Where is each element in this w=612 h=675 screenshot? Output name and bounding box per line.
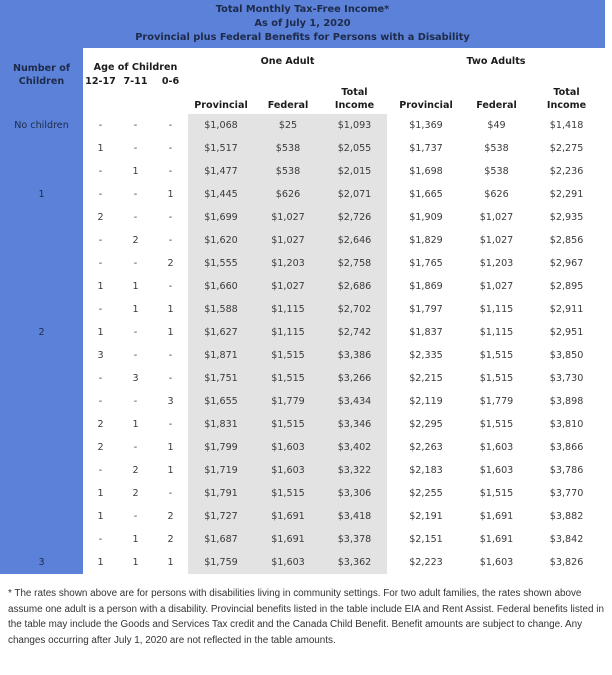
two-adults-provincial-cell: $2,119 (409, 396, 443, 407)
table-row (0, 229, 605, 252)
table-row (0, 413, 605, 436)
one-adult-provincial-cell: $1,588 (188, 298, 254, 321)
children-count-cell (0, 344, 83, 367)
one-adult-total-header (322, 75, 387, 114)
two-adults-total-cell: $2,967 (549, 258, 584, 269)
two-adults-provincial-cell: $2,183 (409, 465, 443, 476)
one-adult-total-cell: $1,093 (322, 114, 387, 137)
age-12-17-cell: 1 (97, 488, 104, 499)
one-adult-federal-cell: $538 (254, 160, 322, 183)
two-adults-provincial-cell: $1,829 (409, 235, 443, 246)
one-adult-federal-cell: $1,203 (254, 252, 322, 275)
age-0-6-cell: 1 (167, 189, 174, 200)
table-row (0, 551, 605, 574)
two-adults-federal-cell: $1,691 (479, 511, 514, 522)
two-adults-provincial-cell: $1,737 (409, 143, 443, 154)
children-count-cell: 3 (0, 551, 83, 574)
two-adults-provincial-cell: $1,765 (409, 258, 443, 269)
table-row (0, 482, 605, 505)
two-adults-total-cell: $3,898 (549, 396, 584, 407)
one-adult-provincial-cell: $1,871 (188, 344, 254, 367)
title-line-3: Provincial plus Federal Benefits for Persons with a Disability (135, 32, 470, 43)
table-row (0, 206, 605, 229)
age-12-17-cell: 1 (97, 557, 104, 568)
age-12-17-cell: - (98, 258, 103, 269)
two-adults-federal-cell: $1,027 (479, 212, 514, 223)
table-row (0, 505, 605, 528)
age-0-6-cell: - (168, 419, 173, 430)
two-adults-federal-cell: $626 (484, 189, 509, 200)
table-row (0, 160, 605, 183)
children-count-cell (0, 436, 83, 459)
age-12-17-cell: - (98, 166, 103, 177)
two-adults-total-cell: $3,850 (549, 350, 584, 361)
one-adult-provincial-cell: $1,719 (188, 459, 254, 482)
two-adults-total-cell: $2,911 (549, 304, 584, 315)
two-adults-federal-cell: $1,779 (479, 396, 514, 407)
total-label: Total (553, 87, 580, 98)
children-count-cell (0, 275, 83, 298)
two-adults-federal-cell: $1,691 (479, 534, 514, 545)
one-adult-total-cell: $3,346 (322, 413, 387, 436)
age-0-6-cell: - (168, 488, 173, 499)
age-0-6-cell: - (168, 120, 173, 131)
table-row (0, 252, 605, 275)
age-0-6-cell: 1 (167, 465, 174, 476)
one-adult-total-cell: $3,418 (322, 505, 387, 528)
two-adults-federal-cell: $1,603 (479, 442, 514, 453)
one-adult-federal-cell: $25 (254, 114, 322, 137)
children-count-cell (0, 390, 83, 413)
one-adult-federal-cell: $1,515 (254, 482, 322, 505)
age-7-11-cell: 2 (132, 465, 139, 476)
age-7-11-cell: - (133, 120, 138, 131)
age-12-17-cell: - (98, 534, 103, 545)
two-adults-provincial-header: Provincial (387, 75, 465, 114)
one-adult-header: One Adult (188, 48, 387, 75)
age-of-children-header: Age of Children (83, 48, 188, 75)
two-adults-provincial-cell: $1,797 (409, 304, 443, 315)
table-row (0, 114, 605, 137)
two-adults-federal-cell: $1,515 (479, 373, 514, 384)
age-0-6-header: 0-6 (153, 75, 188, 114)
one-adult-total-cell: $3,378 (322, 528, 387, 551)
age-7-11-cell: - (133, 327, 138, 338)
age-12-17-cell: - (98, 120, 103, 131)
two-adults-header: Two Adults (387, 48, 605, 75)
one-adult-provincial-cell: $1,068 (188, 114, 254, 137)
one-adult-total-cell: $3,402 (322, 436, 387, 459)
age-0-6-cell: 2 (167, 511, 174, 522)
one-adult-federal-cell: $1,603 (254, 551, 322, 574)
one-adult-provincial-cell: $1,477 (188, 160, 254, 183)
age-7-11-cell: - (133, 189, 138, 200)
children-count-cell (0, 413, 83, 436)
two-adults-provincial-cell: $2,191 (409, 511, 443, 522)
one-adult-provincial-cell: $1,627 (188, 321, 254, 344)
two-adults-provincial-cell: $1,698 (409, 166, 443, 177)
age-0-6-cell: 2 (167, 534, 174, 545)
age-7-11-cell: 1 (132, 557, 139, 568)
table-row (0, 275, 605, 298)
header-row-2 (0, 75, 605, 114)
two-adults-total-cell: $2,291 (549, 189, 584, 200)
one-adult-total-cell: $2,015 (322, 160, 387, 183)
two-adults-total-cell: $3,730 (549, 373, 584, 384)
age-7-11-header: 7-11 (118, 75, 153, 114)
two-adults-provincial-cell: $1,665 (409, 189, 443, 200)
age-7-11-cell: - (133, 396, 138, 407)
one-adult-total-cell: $3,434 (322, 390, 387, 413)
one-adult-federal-cell: $1,515 (254, 367, 322, 390)
two-adults-total-cell: $2,275 (549, 143, 584, 154)
one-adult-federal-header: Federal (254, 75, 322, 114)
one-adult-federal-cell: $1,691 (254, 528, 322, 551)
one-adult-federal-cell: $1,027 (254, 275, 322, 298)
age-0-6-cell: - (168, 281, 173, 292)
one-adult-total-cell: $2,742 (322, 321, 387, 344)
two-adults-total-cell: $2,895 (549, 281, 584, 292)
two-adults-federal-cell: $1,515 (479, 419, 514, 430)
two-adults-provincial-cell: $2,215 (409, 373, 443, 384)
age-7-11-cell: 1 (132, 281, 139, 292)
children-count-cell (0, 137, 83, 160)
age-12-17-cell: 2 (97, 212, 104, 223)
two-adults-total-cell: $3,826 (549, 557, 584, 568)
children-count-cell (0, 229, 83, 252)
one-adult-provincial-cell: $1,831 (188, 413, 254, 436)
two-adults-total-cell: $3,842 (549, 534, 584, 545)
table-row (0, 137, 605, 160)
one-adult-provincial-cell: $1,751 (188, 367, 254, 390)
income-label: Income (546, 100, 587, 111)
two-adults-federal-cell: $1,515 (479, 350, 514, 361)
one-adult-provincial-cell: $1,687 (188, 528, 254, 551)
two-adults-total-cell: $2,935 (549, 212, 584, 223)
table-title (0, 0, 605, 48)
age-12-17-cell: - (98, 396, 103, 407)
age-0-6-cell: - (168, 235, 173, 246)
age-12-17-cell: 1 (97, 511, 104, 522)
children-count-cell: 2 (0, 321, 83, 344)
one-adult-total-cell: $2,726 (322, 206, 387, 229)
children-count-cell: 1 (0, 183, 83, 206)
age-7-11-cell: 1 (132, 419, 139, 430)
age-12-17-cell: 2 (97, 419, 104, 430)
two-adults-federal-header: Federal (465, 75, 528, 114)
one-adult-federal-cell: $1,515 (254, 344, 322, 367)
table-row (0, 367, 605, 390)
age-0-6-cell: 3 (167, 396, 174, 407)
children-count-cell (0, 367, 83, 390)
age-0-6-cell: 2 (167, 258, 174, 269)
two-adults-total-cell: $3,770 (549, 488, 584, 499)
children-count-cell (0, 160, 83, 183)
age-7-11-cell: 3 (132, 373, 139, 384)
age-12-17-cell: 1 (97, 281, 104, 292)
age-0-6-cell: - (168, 350, 173, 361)
two-adults-federal-cell: $1,027 (479, 281, 514, 292)
two-adults-total-cell: $3,866 (549, 442, 584, 453)
number-of-children-header: Number of (0, 48, 83, 75)
age-0-6-cell: - (168, 166, 173, 177)
one-adult-federal-cell: $1,115 (254, 298, 322, 321)
age-7-11-cell: - (133, 212, 138, 223)
two-adults-provincial-cell: $1,869 (409, 281, 443, 292)
children-count-cell (0, 505, 83, 528)
one-adult-federal-cell: $1,603 (254, 459, 322, 482)
one-adult-total-cell: $3,386 (322, 344, 387, 367)
two-adults-federal-cell: $1,115 (479, 304, 514, 315)
two-adults-provincial-cell: $2,255 (409, 488, 443, 499)
two-adults-provincial-cell: $2,223 (409, 557, 443, 568)
one-adult-total-cell: $2,686 (322, 275, 387, 298)
one-adult-provincial-cell: $1,699 (188, 206, 254, 229)
two-adults-provincial-cell: $1,837 (409, 327, 443, 338)
two-adults-total-cell: $3,882 (549, 511, 584, 522)
one-adult-total-cell: $2,071 (322, 183, 387, 206)
two-adults-federal-cell: $1,027 (479, 235, 514, 246)
two-adults-provincial-cell: $1,909 (409, 212, 443, 223)
age-7-11-cell: 1 (132, 534, 139, 545)
two-adults-total-cell: $2,951 (549, 327, 584, 338)
two-adults-provincial-cell: $2,263 (409, 442, 443, 453)
children-count-cell (0, 252, 83, 275)
two-adults-total-cell: $1,418 (549, 120, 584, 131)
title-line-1: Total Monthly Tax-Free Income* (215, 4, 390, 15)
two-adults-federal-cell: $538 (484, 143, 509, 154)
one-adult-provincial-cell: $1,660 (188, 275, 254, 298)
table-row (0, 183, 605, 206)
number-of-children-header-2: Children (0, 75, 83, 114)
one-adult-provincial-cell: $1,727 (188, 505, 254, 528)
age-12-17-cell: - (98, 235, 103, 246)
age-7-11-cell: - (133, 143, 138, 154)
age-0-6-cell: 1 (167, 304, 174, 315)
children-count-cell (0, 459, 83, 482)
age-12-17-cell: - (98, 465, 103, 476)
children-count-cell (0, 298, 83, 321)
two-adults-total-cell: $3,786 (549, 465, 584, 476)
one-adult-total-cell: $3,266 (322, 367, 387, 390)
age-0-6-cell: - (168, 143, 173, 154)
age-0-6-cell: 1 (167, 442, 174, 453)
one-adult-total-cell: $2,702 (322, 298, 387, 321)
one-adult-federal-cell: $1,115 (254, 321, 322, 344)
table-row (0, 321, 605, 344)
age-0-6-cell: - (168, 212, 173, 223)
one-adult-provincial-cell: $1,517 (188, 137, 254, 160)
one-adult-total-cell: $2,646 (322, 229, 387, 252)
one-adult-provincial-cell: $1,445 (188, 183, 254, 206)
total-label: Total (341, 87, 368, 98)
two-adults-federal-cell: $538 (484, 166, 509, 177)
age-7-11-cell: 1 (132, 304, 139, 315)
age-12-17-cell: 1 (97, 327, 104, 338)
table-row (0, 528, 605, 551)
age-0-6-cell: 1 (167, 557, 174, 568)
title-row (0, 0, 605, 48)
two-adults-federal-cell: $1,115 (479, 327, 514, 338)
title-line-2: As of July 1, 2020 (254, 18, 351, 29)
two-adults-federal-cell: $1,203 (479, 258, 514, 269)
one-adult-provincial-cell: $1,655 (188, 390, 254, 413)
two-adults-federal-cell: $1,515 (479, 488, 514, 499)
age-7-11-cell: - (133, 511, 138, 522)
age-7-11-cell: 1 (132, 166, 139, 177)
two-adults-total-cell: $2,856 (549, 235, 584, 246)
age-12-17-cell: - (98, 373, 103, 384)
age-0-6-cell: 1 (167, 327, 174, 338)
two-adults-provincial-cell: $2,335 (409, 350, 443, 361)
table-row (0, 344, 605, 367)
one-adult-total-cell: $3,322 (322, 459, 387, 482)
one-adult-total-cell: $2,758 (322, 252, 387, 275)
footnote: * The rates shown above are for persons with disabilities living in community settings. For two adult families, the rates shown above assume one adult is a person with a disability. Provincial benefits listed in the table include EIA and Rent Assist. Federal benefits listed in the table may include the Goods and Services Tax credit and the Canada Child Benefit. Benefit amounts are subject to change. Any changes occurring after July 1, 2020 are not reflected in the table amounts. (8, 588, 604, 646)
one-adult-provincial-cell: $1,555 (188, 252, 254, 275)
two-adults-total-cell: $2,236 (549, 166, 584, 177)
two-adults-federal-cell: $1,603 (479, 465, 514, 476)
age-12-17-cell: - (98, 304, 103, 315)
age-7-11-cell: - (133, 442, 138, 453)
age-12-17-cell: 2 (97, 442, 104, 453)
one-adult-provincial-cell: $1,799 (188, 436, 254, 459)
age-0-6-cell: - (168, 373, 173, 384)
two-adults-total-cell: $3,810 (549, 419, 584, 430)
children-count-cell (0, 528, 83, 551)
two-adults-federal-cell: $49 (487, 120, 506, 131)
age-7-11-cell: 2 (132, 235, 139, 246)
one-adult-federal-cell: $626 (254, 183, 322, 206)
one-adult-federal-cell: $1,779 (254, 390, 322, 413)
age-12-17-cell: 3 (97, 350, 104, 361)
two-adults-total-header (528, 75, 605, 114)
income-label: Income (334, 100, 375, 111)
table-row (0, 390, 605, 413)
header-row-1 (0, 48, 605, 75)
one-adult-total-cell: $3,362 (322, 551, 387, 574)
one-adult-provincial-cell: $1,759 (188, 551, 254, 574)
children-count-cell (0, 482, 83, 505)
two-adults-provincial-cell: $1,369 (409, 120, 443, 131)
age-7-11-cell: 2 (132, 488, 139, 499)
table-row (0, 436, 605, 459)
two-adults-provincial-cell: $2,295 (409, 419, 443, 430)
children-count-cell (0, 206, 83, 229)
one-adult-federal-cell: $1,603 (254, 436, 322, 459)
children-count-cell: No children (0, 114, 83, 137)
two-adults-provincial-cell: $2,151 (409, 534, 443, 545)
one-adult-federal-cell: $538 (254, 137, 322, 160)
age-7-11-cell: - (133, 350, 138, 361)
one-adult-federal-cell: $1,691 (254, 505, 322, 528)
one-adult-provincial-cell: $1,791 (188, 482, 254, 505)
table-row (0, 459, 605, 482)
one-adult-total-cell: $2,055 (322, 137, 387, 160)
one-adult-federal-cell: $1,027 (254, 206, 322, 229)
one-adult-total-cell: $3,306 (322, 482, 387, 505)
one-adult-provincial-header: Provincial (188, 75, 254, 114)
one-adult-provincial-cell: $1,620 (188, 229, 254, 252)
age-12-17-header: 12-17 (83, 75, 118, 114)
table-row (0, 298, 605, 321)
age-7-11-cell: - (133, 258, 138, 269)
age-12-17-cell: 1 (97, 143, 104, 154)
one-adult-federal-cell: $1,515 (254, 413, 322, 436)
one-adult-federal-cell: $1,027 (254, 229, 322, 252)
age-12-17-cell: - (98, 189, 103, 200)
two-adults-federal-cell: $1,603 (479, 557, 514, 568)
